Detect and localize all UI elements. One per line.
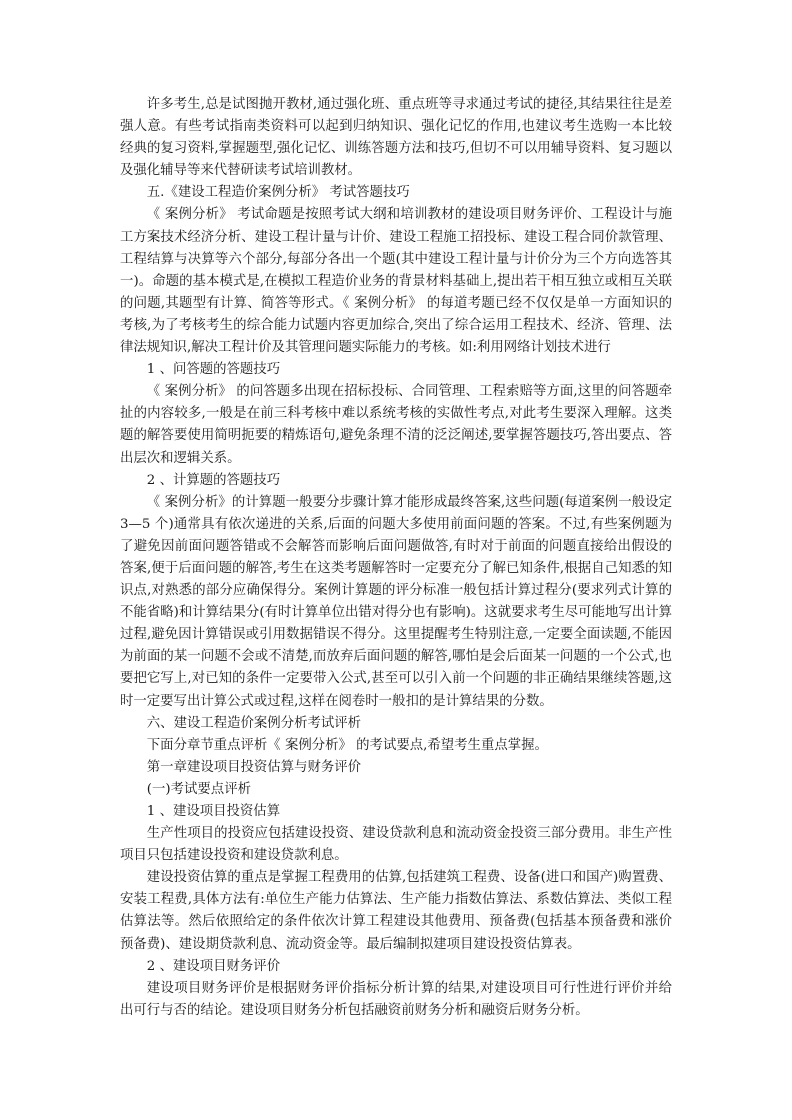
paragraph-investment-methods: 建设投资估算的重点是掌握工程费用的估算,包括建筑工程费、设备(进口和国产)购置费、安装工程费,具体方法有:单位生产能力估算法、生产能力指数估算法、系数估算法、类似工程估算法等。然后依照给定的条件依次计算工程建设其他费用、预备费(包括基本预备费和涨价预备费)、建设期贷款利息、流动资金等。最后编制拟建项目建设投资估算表。 — [120, 870, 672, 952]
paragraph-investment-composition: 生产性项目的投资应包括建设投资、建设贷款利息和流动资金投资三部分费用。非生产性项目只包括建设投资和建设贷款利息。 — [120, 826, 672, 864]
heading-chapter-1: 第一章建设项目投资估算与财务评价 — [146, 759, 362, 775]
paragraph-exam-structure: 《 案例分析》 考试命题是按照考试大纲和培训教材的建设项目财务评价、工程设计与施工方案技术经济分析、建设工程计量与计价、建设工程施工招投标、建设工程合同价款管理、工程结算与决算等六个部分,每部分各出一个题(其中建设工程计量与计价分为三个方向选答其一)。命题的基本模式是,在模拟工程造价业务的背景材料基础上,提出若干相互独立或相互关联的问题,其题型有计算、简答等形式。《 案例分析》 的每道考题已经不仅仅是单一方面知识的考核,为了考核考生的综合能力试题内容更加综合,突出了综合运用工程技术、经济、管理、法律法规知识,解决工程计价及其管理问题实际能力的考核。如:利用网络计划技术进行 — [120, 207, 672, 356]
heading-section-6: 六、建设工程造价案例分析考试评析 — [146, 715, 362, 731]
heading-section-5: 五.《建设工程造价案例分析》 考试答题技巧 — [146, 185, 410, 201]
paragraph-calc-tips: 《 案例分析》的计算题一般要分步骤计算才能形成最终答案,这些问题(每道案例一般设定 3—5 个)通常具有依次递进的关系,后面的问题大多使用前面问题的答案。不过,有些案例题为了避免因前面问题答错或不会解答而影响后面问题做答,有时对于前面的问题直接给出假设的答案,便于后面问题的解答,考生在这类考题解答时一定要充分了解已知条件,根据自己知悉的知识点,对熟悉的部分应确保得分。案例计算题的评分标准一般包括计算过程分(要求列式计算的不能省略)和计算结果分(有时计算单位出错对得分也有影响)。这就要求考生尽可能地写出计算过程,避免因计算错误或引用数据错误不得分。这里提醒考生特别注意,一定要全面读题,不能因为前面的某一问题不会或不清楚,而放弃后面问题的解答,哪怕是会后面某一问题的一个公式,也要把它写上,对已知的条件一定要带入公式,甚至可以引入前一个问题的非正确结果继续答题,这时一定要写出计算公式或过程,这样在阅卷时一般扣的是计算结果的分数。 — [120, 494, 672, 709]
heading-investment-estimate: 1 、建设项目投资估算 — [146, 804, 281, 819]
paragraph-financial-evaluation: 建设项目财务评价是根据财务评价指标分析计算的结果,对建设项目可行性进行评价并给出可行与否的结论。建设项目财务分析包括融资前财务分析和融资后财务分析。 — [120, 980, 672, 1018]
heading-key-points: (一)考试要点评析 — [146, 781, 251, 797]
heading-qa-tips: 1 、问答题的答题技巧 — [146, 362, 281, 378]
document-page — [120, 94, 672, 1022]
paragraph-qa-tips: 《 案例分析》 的问答题多出现在招标投标、合同管理、工程索赔等方面,这里的问答题牵扯的内容较多,一般是在前三科考核中难以系统考核的实做性考点,对此考生要深入理解。这类题的解答要使用简明扼要的精炼语句,避免条理不清的泛泛阐述,要掌握答题技巧,答出要点、答出层次和逻辑关系。 — [120, 384, 672, 466]
paragraph-study-advice: 许多考生,总是试图抛开教材,通过强化班、重点班等寻求通过考试的捷径,其结果往往是差强人意。有些考试指南类资料可以起到归纳知识、强化记忆的作用,也建议考生选购一本比较经典的复习资料,掌握题型,强化记忆、训练答题方法和技巧,但切不可以用辅导资料、复习题以及强化辅导等来代替研读考试培训教材。 — [120, 97, 672, 179]
heading-financial-evaluation: 2 、建设项目财务评价 — [146, 958, 281, 974]
paragraph-section-6-intro: 下面分章节重点评析《 案例分析》 的考试要点,希望考生重点掌握。 — [146, 737, 548, 753]
heading-calc-tips: 2 、计算题的答题技巧 — [146, 472, 281, 488]
